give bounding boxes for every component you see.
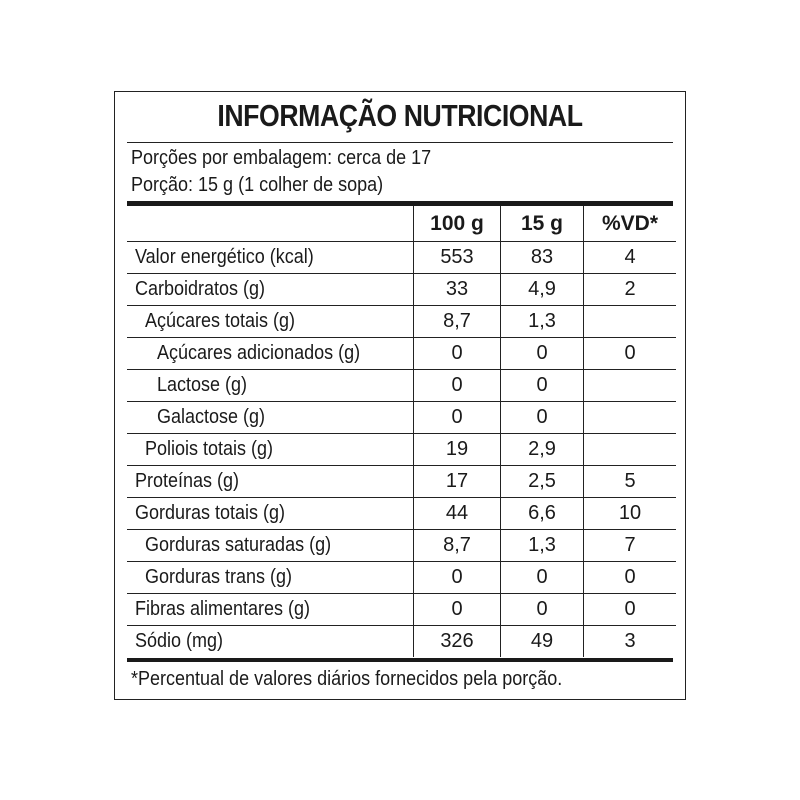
header-daily-value: %VD* [584,206,677,242]
value-per-15g: 0 [501,370,584,402]
header-name-cell [127,206,414,242]
nutrient-label: Gorduras totais (g) [135,502,286,524]
table-row [127,370,676,402]
nutrient-name [127,498,414,530]
footnote: *Percentual de valores diários fornecidos pela porção. [131,668,563,690]
nutrient-label: Gorduras saturadas (g) [145,534,332,556]
table-row [127,466,676,498]
daily-value-percent [584,402,677,434]
daily-value-percent: 0 [584,338,677,370]
nutrient-name [127,274,414,306]
nutrient-name [127,626,414,658]
value-per-100g: 0 [414,338,501,370]
nutrient-name [127,370,414,402]
servings-per-package: Porções por embalagem: cerca de 17 [131,147,432,169]
nutrient-label: Açúcares totais (g) [145,310,296,332]
nutrient-label: Lactose (g) [157,374,248,396]
table-row [127,338,676,370]
table-row [127,562,676,594]
nutrient-label: Poliois totais (g) [145,438,274,460]
nutrient-label: Sódio (mg) [135,630,224,652]
nutrient-name [127,242,414,274]
value-per-15g: 2,9 [501,434,584,466]
table-row [127,626,676,658]
nutrient-name [127,530,414,562]
daily-value-percent: 0 [584,562,677,594]
table-row [127,594,676,626]
daily-value-percent [584,434,677,466]
daily-value-percent: 4 [584,242,677,274]
nutrient-name [127,466,414,498]
value-per-100g: 553 [414,242,501,274]
label-title: INFORMAÇÃO NUTRICIONAL [217,98,583,133]
nutrition-table-body [127,242,676,658]
value-per-100g: 19 [414,434,501,466]
daily-value-percent: 0 [584,594,677,626]
nutrient-label: Proteínas (g) [135,470,240,492]
daily-value-percent: 2 [584,274,677,306]
table-row [127,242,676,274]
daily-value-percent: 10 [584,498,677,530]
title-divider [127,142,673,143]
nutrient-name [127,562,414,594]
daily-value-percent: 5 [584,466,677,498]
table-row [127,434,676,466]
daily-value-percent: 3 [584,626,677,658]
nutrient-label: Carboidratos (g) [135,278,266,300]
nutrient-label: Fibras alimentares (g) [135,598,311,620]
table-header-row [127,206,676,242]
nutrient-label: Gorduras trans (g) [145,566,293,588]
header-per-100g: 100 g [414,206,501,242]
value-per-100g: 0 [414,594,501,626]
value-per-15g: 0 [501,402,584,434]
value-per-100g: 8,7 [414,530,501,562]
value-per-15g: 49 [501,626,584,658]
nutrition-facts-label [114,91,686,700]
header-per-15g: 15 g [501,206,584,242]
value-per-15g: 0 [501,594,584,626]
nutrient-label: Valor energético (kcal) [135,246,314,268]
nutrition-table [127,206,676,657]
daily-value-percent [584,370,677,402]
value-per-100g: 0 [414,562,501,594]
nutrient-label: Galactose (g) [157,406,266,428]
footer-thick-divider [127,658,673,662]
nutrient-name [127,338,414,370]
nutrient-name [127,306,414,338]
daily-value-percent [584,306,677,338]
value-per-100g: 17 [414,466,501,498]
table-row [127,274,676,306]
value-per-100g: 0 [414,402,501,434]
value-per-15g: 1,3 [501,530,584,562]
table-row [127,530,676,562]
value-per-100g: 326 [414,626,501,658]
value-per-100g: 44 [414,498,501,530]
value-per-15g: 2,5 [501,466,584,498]
value-per-15g: 6,6 [501,498,584,530]
nutrient-name [127,434,414,466]
table-row [127,306,676,338]
value-per-15g: 0 [501,562,584,594]
value-per-15g: 0 [501,338,584,370]
value-per-15g: 4,9 [501,274,584,306]
table-row [127,498,676,530]
value-per-100g: 0 [414,370,501,402]
value-per-100g: 8,7 [414,306,501,338]
value-per-15g: 83 [501,242,584,274]
serving-size: Porção: 15 g (1 colher de sopa) [131,174,384,196]
value-per-15g: 1,3 [501,306,584,338]
daily-value-percent: 7 [584,530,677,562]
value-per-100g: 33 [414,274,501,306]
nutrient-name [127,402,414,434]
table-row [127,402,676,434]
nutrient-name [127,594,414,626]
nutrient-label: Açúcares adicionados (g) [157,342,361,364]
